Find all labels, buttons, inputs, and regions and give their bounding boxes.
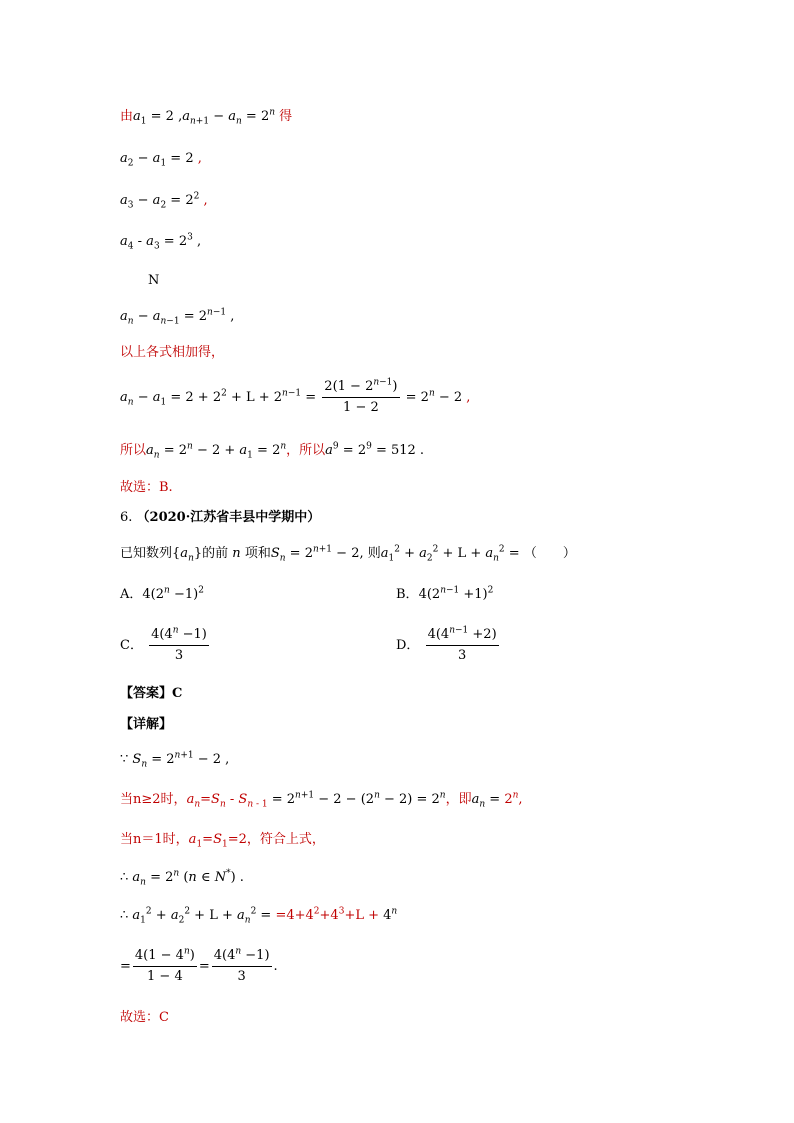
- case-prefix: 当: [120, 792, 134, 807]
- option-b[interactable]: B．$4(2^{n-1} +1)^2$: [396, 585, 494, 602]
- option-c-fraction: $\frac{4(4^n -1)}{3}$: [151, 625, 207, 663]
- option-a-label: A．: [120, 587, 143, 602]
- final-computation: = $\frac{4(1 - 4^n)}{1 - 4}$ = $\frac{4(4^n -1)}{3}$ .: [120, 946, 278, 984]
- stem-suffix: , 则: [359, 546, 381, 561]
- case-n-ge-2-text: n≥2时，: [133, 792, 187, 807]
- final-fraction-1: $\frac{4(1 - 4^n)}{1 - 4}$: [134, 946, 195, 984]
- question-number: 6.: [120, 510, 133, 525]
- case-n-eq-1: 当n＝1时，$a_1=S_1=2$，符合上式，: [120, 832, 325, 850]
- general-term: ∴ $a_n = 2^n$ (n ∈ N*) .: [120, 868, 244, 888]
- sum-equation: $a_n - a_1 = 2 + 2^2 + L + 2^{n-1}$ = $\frac{2(1 - 2^{n-1})}{1 - 2}$ = $2^n - 2$ ,: [120, 377, 471, 415]
- step-intro: 由$a_1 = 2$ $,a_{n+1} - a_n = 2^n$ 得: [120, 107, 293, 127]
- answer-c: 故选：C: [120, 1010, 169, 1025]
- option-c-label: C．: [120, 638, 143, 653]
- fits-text: ，符合上式，: [246, 832, 325, 847]
- given-line: ∵ $S_n = 2^{n+1} - 2$ ,: [120, 750, 230, 770]
- answer-b: 故选：B.: [120, 480, 173, 495]
- option-d-fraction: $\frac{4(4^{n-1} +2)}{3}$: [427, 625, 497, 663]
- case-n-ge-2: 当n≥2时，$a_n=S_n - S_{n - 1} = 2^{n+1} - 2 - (2^n - 2) = 2^n$，即$a_n = 2^n$,: [120, 790, 523, 810]
- so-prefix: 所以: [120, 443, 147, 458]
- question6-header: [120, 509, 320, 527]
- option-c[interactable]: [120, 626, 211, 666]
- case1-prefix: 当: [120, 832, 134, 847]
- final-fraction-2: $\frac{4(4^n -1)}{3}$: [213, 946, 270, 984]
- stem-mid2: 项和: [244, 546, 271, 561]
- equation-line-2: $a_3 - a_2 = 2^2$ ,: [120, 191, 208, 211]
- equation-line-1: $a_2 - a_1 = 2$ ,: [120, 151, 202, 169]
- stem-paren: （ ）: [523, 546, 576, 561]
- question-source: （2020·江苏省丰县中学期中）: [136, 510, 321, 525]
- so-mid: ，所以: [286, 443, 326, 458]
- detail-tag: 【详解】: [120, 717, 173, 732]
- intro-suffix: 得: [279, 109, 293, 124]
- stem-prefix: 已知数列: [120, 546, 173, 561]
- square-sum: ∴ $a_1^2 + a_2^2 + L + a_n^2 = =4+4^2+4^3+L + 4^n$: [120, 906, 398, 926]
- conclusion-line: 所以$a_n = 2^n - 2 + a_1 = 2^n$，所以$a^9 = 2^9 = 512$ .: [120, 441, 425, 461]
- equation-line-n: $a_n - a_{n-1} = 2^{n-1}$ ,: [120, 307, 235, 327]
- stem-mid1: 的前: [202, 546, 229, 561]
- question6-stem: 已知数列$\{a_n\}$的前 n 项和$S_n = 2^{n+1} - 2$, 则$a_1^2 + a_2^2 + L + a_n^2$ = （ ）: [120, 544, 576, 564]
- answer-tag: 【答案】C: [120, 686, 183, 701]
- equation-line-3: $a_4 - a_3 = 2^3$ ,: [120, 232, 202, 252]
- case-n-eq-1-text: n＝1时，: [133, 832, 189, 847]
- then-text: ，即: [445, 792, 472, 807]
- option-d[interactable]: [396, 626, 501, 666]
- option-a[interactable]: A．$4(2^n -1)^2$: [120, 585, 204, 602]
- sum-statement: 以上各式相加得，: [120, 345, 225, 360]
- intro-prefix: 由: [120, 109, 134, 124]
- option-b-label: B．: [396, 587, 419, 602]
- ellipsis-glyph: N: [148, 273, 160, 288]
- option-d-label: D．: [396, 638, 420, 653]
- sum-fraction: $\frac{2(1 - 2^{n-1})}{1 - 2}$: [324, 377, 398, 415]
